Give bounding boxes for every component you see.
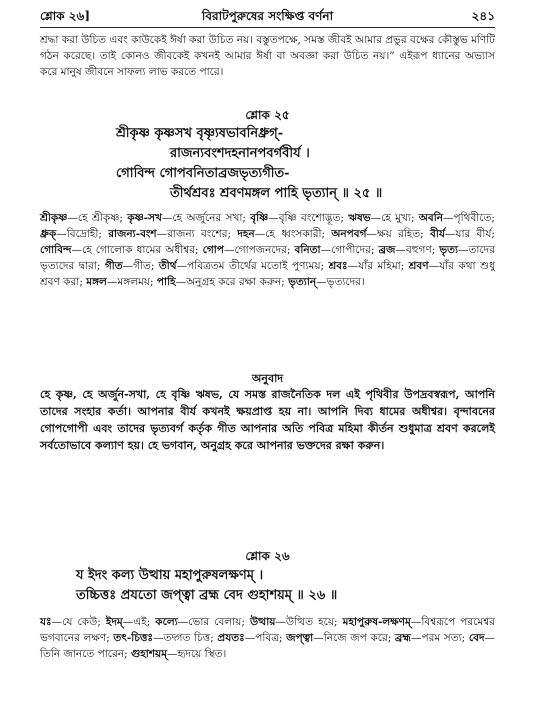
synonym-meaning: এই — [133, 616, 147, 628]
verse26-line-1: য ইদং কল্য উত্থায় মহাপুরুষলক্ষণম্ । — [76, 568, 264, 583]
header-title: বিরাটপুরুষের সংক্ষিপ্ত বর্ণনা — [201, 9, 334, 23]
synonyms-paragraph: শ্রীকৃষ্ণ—হে শ্রীকৃষ্ণ; কৃষ্ণ-সখ—হে অর্জুনের সখা; বৃষ্ণি—বৃষ্ণি বংশোদ্ভূত; ঋষভ—হে মুখ্য; অবনি—পৃথিবীতে; ধ্রুক্—বিদ্রোহী; রাজন্য-বংশ—রাজন্য বংশের; দহন—হে ধ্বংসকারী; অনপবর্গ—ক্ষয় রহিত; বীর্য—যার বীর্য; গোবিন্দ—হে গোলোক ধামের অধীশ্বর; গোপ—গোপজনদের; বনিতা—গোপীদের; ব্রজ—বহুগণ; ভৃত্য—তাদের ভৃত্যদের দ্বারা; গীত—গীত; তীর্থ—পবিত্রতম তীর্থের মতোই পুণ্যময়; শ্রবঃ—যাঁর মহিমা; শ্রবণ—যাঁর কথা শুধু শ্রবণ করা; মঙ্গল—মঙ্গলময়; পাহি—অনুগ্রহ করে রক্ষা করুন; ভৃত্যান্—ভৃত্যদের। — [40, 212, 495, 288]
synonym-meaning: হৃদয়ে স্থিত। — [177, 648, 227, 660]
verse26-heading: শ্লোক ২৬ — [245, 549, 290, 563]
synonym-word: মঙ্গল — [86, 276, 107, 288]
translation-text: হে কৃষ্ণ, হে অর্জুন-সখা, হে বৃষ্ণি ঋষভ, যে সমস্ত রাজনৈতিক দল এই পৃথিবীর উপদ্রবস্বরূপ, আপনি তাদের সংহার কর্তা। আপনার বীর্য কখনই ক্ষয়প্রাপ্ত হয় না। আপনি দিব্য ধামের অধীশ্বর। বৃন্দাবনের গোপগোপী এবং তাদের ভৃত্যবর্গ কর্তৃক গীত আপনার অতি পবিত্র মহিমা কীর্তন শুধুমাত্র শ্রবণ করলেই সর্বতোভাবে কল্যাণ হয়। হে ভগবান, অনুগ্রহ করে আপনার ভক্তদের রক্ষা করুন। — [40, 388, 495, 452]
intro-text: শ্রদ্ধা করা উচিত এবং কাউকেই ঈর্ষা করা উচিত নয়। বস্তুতপক্ষে, সমস্ত জীবই আমার প্রভুর বক্ষের কৌস্তুভ মণিটি গঠন করেছে। তাই কোনও জীবকেই কখনই আমার ঈর্ষা বা অবজ্ঞা করা উচিত নয়।” এইরূপ ধ্যানের অভ্যাস করে মানুষ জীবনে সাফল্য লাভ করতে পারে। — [40, 34, 495, 78]
synonym-meaning: ভোর বেলায় — [188, 616, 242, 628]
synonym-meaning: পবিত্র — [255, 632, 279, 644]
synonym-meaning: হে অর্জুনের সখা — [172, 212, 243, 224]
synonym-word: গোবিন্দ — [40, 244, 72, 256]
header-rule — [40, 27, 495, 28]
synonym-word: দহন — [237, 228, 255, 240]
synonym-word: বনিতা — [294, 244, 321, 256]
synonym-meaning: ক্ষয় রহিত — [377, 228, 421, 240]
synonym-meaning: বহুগণ — [405, 244, 432, 256]
synonym-word: মহাপুরুষ-লক্ষণম্ — [342, 616, 411, 628]
verse25-heading: শ্লোক ২৫ — [245, 108, 290, 122]
verse26-synonyms — [40, 614, 495, 662]
page-header — [40, 8, 495, 26]
synonym-meaning: ভৃত্যদের। — [326, 276, 365, 288]
synonym-meaning: বৃষ্ণি বংশোদ্ভূত — [278, 212, 341, 224]
verse25-line-4: তীর্থশ্রবঃ শ্রবণমঙ্গল পাহি ভৃত্যান্ ॥ ২৫ ॥ — [170, 186, 383, 201]
synonym-meaning: গোপজনদের — [234, 244, 287, 256]
verse25-line-1: শ্রীকৃষ্ণ কৃষ্ণসখ বৃষ্ণ্যৃষভাবনিধ্রুগ্- — [116, 126, 284, 141]
synonym-word: গুহাশয়ম্ — [130, 648, 168, 660]
verse25-line-2: রাজন্যবংশদহনানপবর্গবীর্য । — [170, 146, 310, 161]
synonym-meaning: রাজন্য বংশের — [167, 228, 228, 240]
synonym-meaning: হে গোলোক ধামের অধীশ্বর — [81, 244, 196, 256]
synonym-word: প্রযতঃ — [217, 632, 245, 644]
synonym-word: ব্রজ — [378, 244, 396, 256]
synonym-word: অবনি — [418, 212, 444, 224]
synonym-word: ভৃত্যান্ — [288, 276, 317, 288]
synonym-word: ঋষভ — [348, 212, 371, 224]
synonym-word: শ্রবঃ — [328, 260, 348, 272]
synonym-word: বেদ — [468, 632, 485, 644]
synonym-meaning: হে শ্রীকৃষ্ণ — [77, 212, 120, 224]
synonym-word: অনপবর্গ — [331, 228, 367, 240]
synonyms-paragraph: যঃ—যে কেউ; ইদম্—এই; কল্যে—ভোর বেলায়; উত্থায়—উত্থিত হয়ে; মহাপুরুষ-লক্ষণম্—বিশ্বরূপে পরমেশ্বর ভগবানের লক্ষণ; তৎ-চিত্তঃ—তদ্গত চিত্ত; প্রযতঃ—পবিত্র; জপ্ত্বা—নিজে জপ করে; ব্রহ্ম—পরম সত্য; বেদ—তিনি জানতে পারেন; গুহাশয়ম্—হৃদয়ে স্থিত। — [40, 616, 495, 660]
synonym-meaning: যে কেউ — [62, 616, 98, 628]
synonym-meaning: পৃথিবীতে — [453, 212, 492, 224]
synonym-meaning: হে মুখ্য — [381, 212, 411, 224]
synonym-word: উত্থায় — [249, 616, 276, 628]
synonym-meaning: অনুগ্রহ করে রক্ষা করুন — [186, 276, 282, 288]
synonym-meaning: তদ্গত চিত্ত — [163, 632, 211, 644]
intro-paragraph — [40, 32, 495, 80]
synonym-meaning: পবিত্রতম তীর্থের মতোই পুণ্যময় — [187, 260, 321, 272]
synonym-word: জপ্ত্বা — [286, 632, 314, 644]
synonym-word: ইদম্ — [105, 616, 123, 628]
synonym-meaning: যার বীর্য — [455, 228, 492, 240]
translation-heading: অনুবাদ — [251, 372, 284, 385]
synonym-word: গীত — [104, 260, 123, 272]
verse26-line-2: তচ্চিত্তঃ প্রযতো জপ্ত্বা ব্রহ্ম বেদ গুহাশয়ম্ ॥ ২৬ ॥ — [76, 588, 338, 603]
synonym-word: পাহি — [156, 276, 176, 288]
verse25-line-3: গোবিন্দ গোপবনিতাব্রজভৃত্যগীত- — [116, 166, 290, 181]
synonym-meaning: নিজে জপ করে — [323, 632, 388, 644]
synonym-word: বীর্য — [429, 228, 445, 240]
page-number: ২৪১ — [471, 9, 495, 23]
synonym-word: বৃষ্ণি — [250, 212, 269, 224]
synonym-word: ভৃত্য — [439, 244, 459, 256]
synonym-meaning: পরম সত্য — [421, 632, 462, 644]
synonym-word: গোপ — [202, 244, 224, 256]
synonym-meaning: হে ধ্বংসকারী — [265, 228, 322, 240]
synonym-word: শ্রবণ — [408, 260, 429, 272]
synonym-meaning: উত্থিত হয়ে — [285, 616, 335, 628]
synonym-word: কৃষ্ণ-সখ — [127, 212, 162, 224]
synonym-meaning: যাঁর কথা শুধু শ্রবণ করা — [40, 260, 495, 288]
synonym-word: রাজন্য-বংশ — [108, 228, 157, 240]
synonym-meaning: বিশ্বরূপে পরমেশ্বর ভগবানের লক্ষণ — [40, 616, 495, 644]
synonym-word: তীর্থ — [158, 260, 177, 272]
synonym-meaning: মঙ্গলময় — [117, 276, 150, 288]
verse25-translation — [40, 386, 495, 454]
synonym-meaning: তিনি জানতে পারেন — [40, 648, 125, 660]
synonym-word: ধ্রুক্ — [40, 228, 57, 240]
header-chapter-ref: শ্লোক ২৬] — [40, 9, 91, 23]
verse25-synonyms — [40, 210, 495, 290]
synonym-word: কল্যে — [155, 616, 178, 628]
verse26-text — [40, 566, 495, 606]
synonym-meaning: বিদ্রোহী — [66, 228, 99, 240]
synonym-word: ব্রহ্ম — [394, 632, 411, 644]
synonym-meaning: যাঁর মহিমা — [358, 260, 401, 272]
synonym-word: যঃ — [40, 616, 52, 628]
synonym-meaning: তাদের ভৃত্যদের দ্বারা — [40, 244, 495, 272]
synonym-meaning: গীত — [133, 260, 151, 272]
verse25-text — [40, 124, 495, 204]
synonym-word: তৎ-চিত্তঃ — [113, 632, 154, 644]
synonym-meaning: গোপীদের — [331, 244, 371, 256]
synonym-word: শ্রীকৃষ্ণ — [40, 212, 68, 224]
